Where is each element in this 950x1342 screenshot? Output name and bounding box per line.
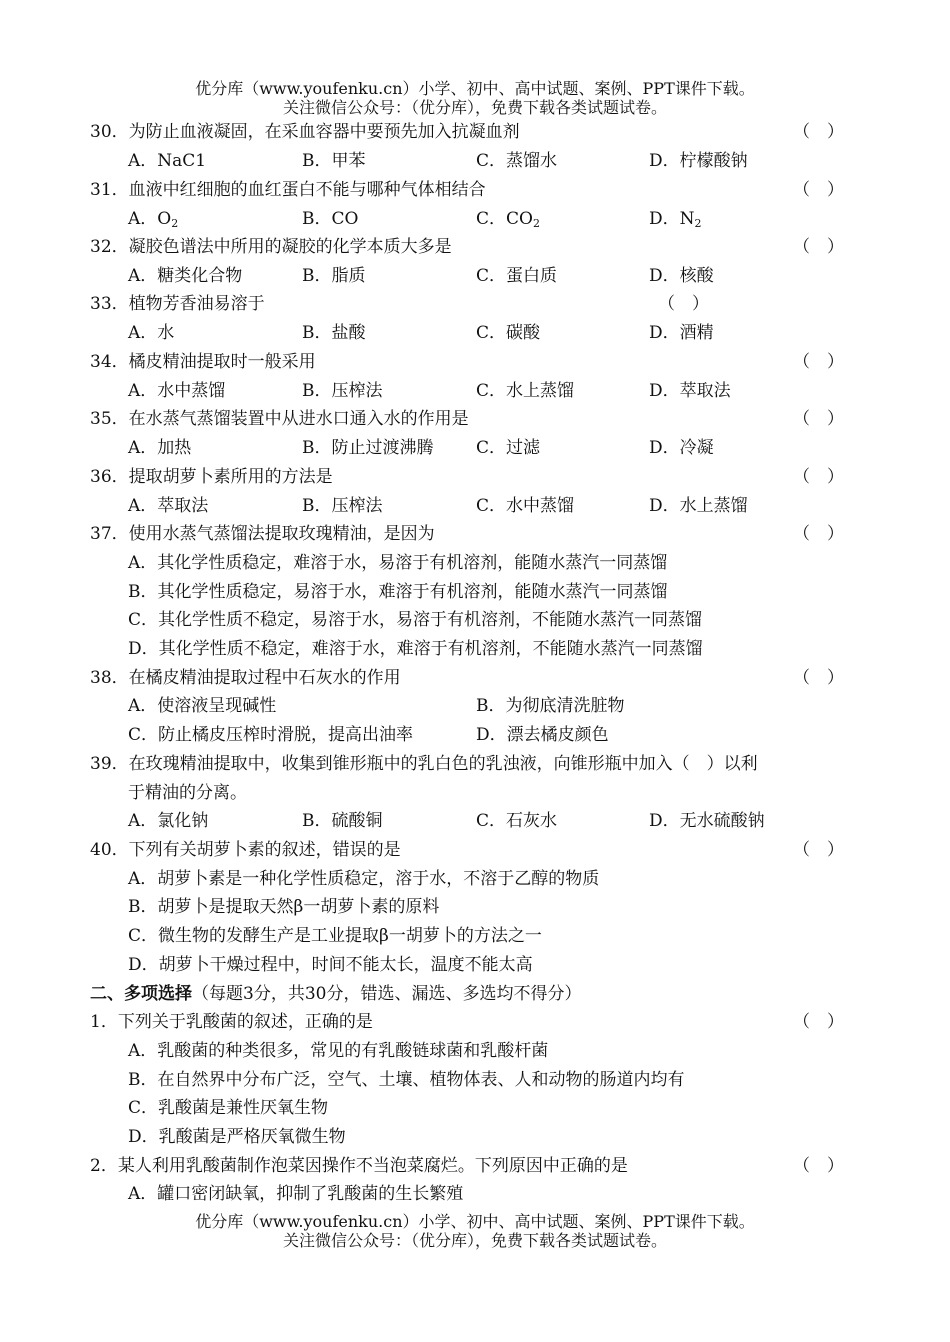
question-stem-continued: 于精油的分离。 — [128, 783, 247, 803]
answer-blank: （ ） — [793, 467, 844, 487]
option-row — [0, 1123, 950, 1151]
question-39-cont — [0, 779, 950, 807]
answer-blank: （ ） — [793, 668, 844, 688]
question-stem: 30．为防止血液凝固，在采血容器中要预先加入抗凝血剂 — [90, 122, 520, 142]
answer-blank: （ ） — [793, 1156, 844, 1176]
question-stem: 1．下列关于乳酸菌的叙述，正确的是 — [90, 1012, 373, 1032]
option-row — [0, 1037, 950, 1065]
option-b: B．胡萝卜是提取天然β一胡萝卜素的原料 — [128, 897, 440, 917]
question-stem: 31．血液中红细胞的血红蛋白不能与哪种气体相结合 — [90, 180, 486, 200]
question-stem: 32．凝胶色谱法中所用的凝胶的化学本质大多是 — [90, 237, 452, 257]
option-c: C．蒸馏水 — [476, 151, 558, 171]
option-d: D．胡萝卜干燥过程中，时间不能太长，温度不能太高 — [128, 955, 533, 975]
answer-blank: （ ） — [793, 1012, 844, 1032]
option-b: B．甲苯 — [302, 151, 366, 171]
multi-question-1 — [0, 1008, 950, 1036]
question-34 — [0, 348, 950, 376]
answer-blank: （ ） — [793, 122, 844, 142]
option-row — [0, 1180, 950, 1208]
question-stem: 38．在橘皮精油提取过程中石灰水的作用 — [90, 668, 401, 688]
question-stem: 33．植物芳香油易溶于 — [90, 294, 265, 314]
question-38 — [0, 664, 950, 692]
answer-blank: （ ） — [658, 294, 709, 314]
question-stem: 40．下列有关胡萝卜素的叙述，错误的是 — [90, 840, 401, 860]
header-line-2: 关注微信公众号：（优分库），免费下载各类试题试卷。 — [282, 98, 667, 117]
section-title: 二、多项选择 — [90, 984, 192, 1004]
option-d: D．水上蒸馏 — [649, 496, 748, 516]
question-40 — [0, 836, 950, 864]
options-36 — [0, 492, 950, 520]
option-d: D．其化学性质不稳定，难溶于水，难溶于有机溶剂，不能随水蒸汽一同蒸馏 — [128, 639, 703, 659]
option-b: B．盐酸 — [302, 323, 366, 343]
option-c: C．蛋白质 — [476, 266, 558, 286]
option-a: A．加热 — [128, 438, 192, 458]
option-row — [0, 578, 950, 606]
option-row — [0, 1094, 950, 1122]
option-d: D．萃取法 — [649, 381, 731, 401]
option-row — [0, 635, 950, 663]
option-row — [0, 606, 950, 634]
option-d: D．漂去橘皮颜色 — [476, 725, 609, 745]
option-a-text: A．O — [128, 209, 172, 229]
option-a: A．使溶液呈现碱性 — [128, 696, 277, 716]
option-b: B．压榨法 — [302, 381, 383, 401]
option-c: C．水上蒸馏 — [476, 381, 575, 401]
option-a: A．其化学性质稳定，难溶于水，易溶于有机溶剂，能随水蒸汽一同蒸馏 — [128, 553, 668, 573]
options-39 — [0, 807, 950, 835]
subscript: 2 — [532, 217, 540, 230]
options-35 — [0, 434, 950, 462]
option-d: D．核酸 — [649, 266, 714, 286]
option-row — [0, 922, 950, 950]
option-a: A．罐口密闭缺氧，抑制了乳酸菌的生长繁殖 — [128, 1184, 464, 1204]
option-b: B．CO — [302, 209, 359, 229]
option-b: B．硫酸铜 — [302, 811, 383, 831]
options-38-cd — [0, 721, 950, 749]
question-32 — [0, 233, 950, 261]
section-heading — [0, 980, 950, 1008]
option-row — [0, 951, 950, 979]
question-31 — [0, 176, 950, 204]
options-38-ab — [0, 692, 950, 720]
option-row — [0, 865, 950, 893]
option-c: C．过滤 — [476, 438, 541, 458]
option-row — [0, 893, 950, 921]
answer-blank: （ ） — [793, 524, 844, 544]
option-c: C．碳酸 — [476, 323, 541, 343]
footer-line-1: 优分库（www.youfenku.cn）小学、初中、高中试题、案例、PPT课件下载。 — [195, 1212, 755, 1231]
options-31 — [0, 205, 950, 233]
option-d: D．酒精 — [649, 323, 714, 343]
option-d-text: D．N — [649, 209, 695, 229]
question-stem: 34．橘皮精油提取时一般采用 — [90, 352, 316, 372]
option-d: D．柠檬酸钠 — [649, 151, 748, 171]
option-b: B．为彻底清洗脏物 — [476, 696, 625, 716]
option-a: A．胡萝卜素是一种化学性质稳定，溶于水，不溶于乙醇的物质 — [128, 869, 600, 889]
question-37 — [0, 520, 950, 548]
option-a: A．萃取法 — [128, 496, 209, 516]
option-a: A．氯化钠 — [128, 811, 209, 831]
multi-question-2 — [0, 1152, 950, 1180]
subscript: 2 — [171, 217, 179, 230]
option-c-text: C．CO — [476, 209, 533, 229]
option-c: C．其化学性质不稳定，易溶于水，易溶于有机溶剂，不能随水蒸汽一同蒸馏 — [128, 610, 703, 630]
answer-blank: （ ） — [793, 352, 844, 372]
question-35 — [0, 405, 950, 433]
option-c: C．水中蒸馏 — [476, 496, 575, 516]
question-36 — [0, 463, 950, 491]
question-stem: 39．在玫瑰精油提取中，收集到锥形瓶中的乳白色的乳浊液，向锥形瓶中加入（ ）以利 — [90, 754, 758, 774]
option-b: B．压榨法 — [302, 496, 383, 516]
question-stem: 37．使用水蒸气蒸馏法提取玫瑰精油，是因为 — [90, 524, 435, 544]
option-a: A．水中蒸馏 — [128, 381, 226, 401]
option-b: B．其化学性质稳定，易溶于水，难溶于有机溶剂，能随水蒸汽一同蒸馏 — [128, 582, 668, 602]
answer-blank: （ ） — [793, 180, 844, 200]
question-30 — [0, 118, 950, 146]
option-row — [0, 1066, 950, 1094]
option-a: A．乳酸菌的种类很多，常见的有乳酸链球菌和乳酸杆菌 — [128, 1041, 549, 1061]
option-c: C．乳酸菌是兼性厌氧生物 — [128, 1098, 329, 1118]
option-a: A．NaC1 — [128, 151, 207, 171]
option-c: C．石灰水 — [476, 811, 558, 831]
options-30 — [0, 147, 950, 175]
question-39 — [0, 750, 950, 778]
option-b: B．脂质 — [302, 266, 366, 286]
option-b: B．防止过渡沸腾 — [302, 438, 434, 458]
section-note: （每题3分，共30分，错选、漏选、多选均不得分） — [192, 984, 582, 1004]
question-stem: 2．某人利用乳酸菌制作泡菜因操作不当泡菜腐烂。下列原因中正确的是 — [90, 1156, 628, 1176]
option-c: C．微生物的发酵生产是工业提取β一胡萝卜的方法之一 — [128, 926, 542, 946]
answer-blank: （ ） — [793, 840, 844, 860]
option-row — [0, 549, 950, 577]
options-32 — [0, 262, 950, 290]
option-d: D．冷凝 — [649, 438, 714, 458]
option-d: D．无水硫酸钠 — [649, 811, 765, 831]
option-a: A．糖类化合物 — [128, 266, 243, 286]
header-line-1: 优分库（www.youfenku.cn）小学、初中、高中试题、案例、PPT课件下载。 — [195, 79, 755, 98]
answer-blank: （ ） — [793, 409, 844, 429]
question-stem: 36．提取胡萝卜素所用的方法是 — [90, 467, 333, 487]
option-a: A．水 — [128, 323, 175, 343]
option-c: C．防止橘皮压榨时滑脱，提高出油率 — [128, 725, 414, 745]
options-33 — [0, 319, 950, 347]
option-b: B．在自然界中分布广泛，空气、土壤、植物体表、人和动物的肠道内均有 — [128, 1070, 685, 1090]
question-stem: 35．在水蒸气蒸馏装置中从进水口通入水的作用是 — [90, 409, 469, 429]
option-d: D．乳酸菌是严格厌氧微生物 — [128, 1127, 346, 1147]
options-34 — [0, 377, 950, 405]
question-33 — [0, 290, 950, 318]
footer-line-2: 关注微信公众号：（优分库），免费下载各类试题试卷。 — [282, 1231, 667, 1250]
answer-blank: （ ） — [793, 237, 844, 257]
subscript: 2 — [694, 217, 702, 230]
